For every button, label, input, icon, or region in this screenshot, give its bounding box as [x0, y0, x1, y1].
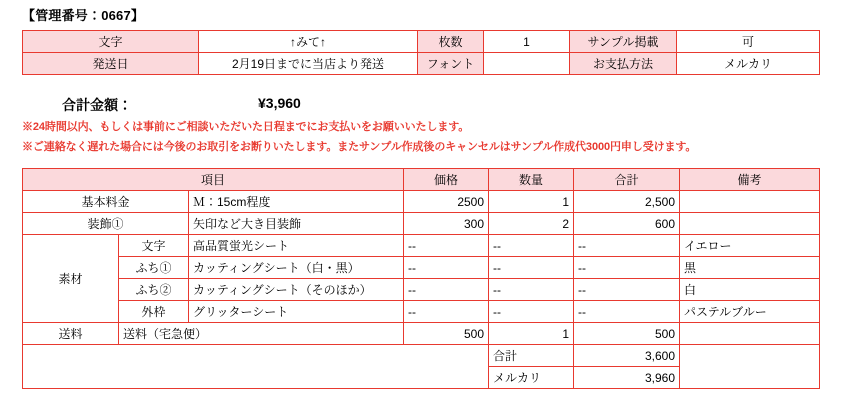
summary-value-total: 3,600 [574, 345, 680, 367]
table-row [23, 301, 820, 323]
summary-blank-1 [680, 345, 820, 367]
top-row2-value3: メルカリ [677, 53, 820, 75]
order-detail-table [22, 168, 820, 389]
row-label-decoration: 装飾① [23, 213, 189, 235]
row-subtotal-material-text: -- [574, 235, 680, 257]
detail-header-item: 項目 [23, 169, 404, 191]
table-row [23, 53, 820, 75]
row-note-material-text: イエロー [680, 235, 820, 257]
top-row1-label3: サンプル掲載 [570, 31, 677, 53]
row-subtotal-material-frame: -- [574, 301, 680, 323]
row-note-shipping [680, 323, 820, 345]
top-row1-value1: ↑みて↑ [199, 31, 418, 53]
row-price-material-frame: -- [404, 301, 489, 323]
top-row1-label2: 枚数 [418, 31, 484, 53]
row-sub-material-edge1: ふち① [119, 257, 189, 279]
top-row2-value1: 2月19日までに当店より発送 [199, 53, 418, 75]
summary-row [23, 345, 820, 367]
row-note-material-edge1: 黒 [680, 257, 820, 279]
detail-header-note: 備考 [680, 169, 820, 191]
summary-spacer-1 [23, 345, 489, 367]
row-note-base [680, 191, 820, 213]
detail-header-price: 価格 [404, 169, 489, 191]
row-qty-material-edge1: -- [489, 257, 574, 279]
summary-label-mercari: メルカリ [489, 367, 574, 389]
row-desc-material-edge2: カッティングシート（そのほか） [189, 279, 404, 301]
top-row1-label1: 文字 [23, 31, 199, 53]
row-subtotal-material-edge2: -- [574, 279, 680, 301]
row-price-material-edge2: -- [404, 279, 489, 301]
summary-spacer-2 [23, 367, 489, 389]
payment-note-1: ※24時間以内、もしくは事前にご相談いただいた日程までにお支払いをお願いいたします。 [22, 121, 470, 133]
total-amount-label: 合計金額： [62, 97, 132, 113]
row-desc-material-text: 高品質蛍光シート [189, 235, 404, 257]
top-row2-value2 [484, 53, 570, 75]
row-sub-material-text: 文字 [119, 235, 189, 257]
summary-value-mercari: 3,960 [574, 367, 680, 389]
row-subtotal-base: 2,500 [574, 191, 680, 213]
top-row1-value2: 1 [484, 31, 570, 53]
row-qty-base: 1 [489, 191, 574, 213]
row-qty-material-frame: -- [489, 301, 574, 323]
total-amount-value: ¥3,960 [258, 95, 301, 111]
row-note-material-edge2: 白 [680, 279, 820, 301]
order-summary-table [22, 30, 820, 75]
row-subtotal-material-edge1: -- [574, 257, 680, 279]
row-sub-material-edge2: ふち② [119, 279, 189, 301]
payment-note-2: ※ご連絡なく遅れた場合には今後のお取引をお断りいたします。またサンプル作成後のキャンセルはサンプル作成代3000円申し受けます。 [22, 141, 697, 153]
row-note-decoration [680, 213, 820, 235]
detail-header-qty: 数量 [489, 169, 574, 191]
row-sub-material-frame: 外枠 [119, 301, 189, 323]
row-qty-material-edge2: -- [489, 279, 574, 301]
row-price-decoration: 300 [404, 213, 489, 235]
row-desc-decoration: 矢印など大き目装飾 [189, 213, 404, 235]
row-note-material-frame: パステルブルー [680, 301, 820, 323]
row-desc-material-edge1: カッティングシート（白・黒） [189, 257, 404, 279]
row-qty-material-text: -- [489, 235, 574, 257]
row-qty-shipping: 1 [489, 323, 574, 345]
summary-label-total: 合計 [489, 345, 574, 367]
row-label-base: 基本料金 [23, 191, 189, 213]
row-label-material: 素材 [23, 235, 119, 323]
table-row [23, 323, 820, 345]
management-number: 【管理番号：0667】 [22, 8, 145, 23]
top-row2-label1: 発送日 [23, 53, 199, 75]
table-row [23, 235, 820, 257]
table-row [23, 279, 820, 301]
row-desc-material-frame: グリッターシート [189, 301, 404, 323]
summary-blank-2 [680, 367, 820, 389]
summary-row [23, 367, 820, 389]
table-row [23, 31, 820, 53]
top-row2-label3: お支払方法 [570, 53, 677, 75]
row-desc-shipping: 送料（宅急便） [119, 323, 404, 345]
row-desc-base: Ｍ：15cm程度 [189, 191, 404, 213]
detail-header-row [23, 169, 820, 191]
top-row1-value3: 可 [677, 31, 820, 53]
table-row [23, 257, 820, 279]
detail-header-subtotal: 合計 [574, 169, 680, 191]
row-label-shipping: 送料 [23, 323, 119, 345]
row-price-base: 2500 [404, 191, 489, 213]
row-price-shipping: 500 [404, 323, 489, 345]
row-subtotal-shipping: 500 [574, 323, 680, 345]
row-qty-decoration: 2 [489, 213, 574, 235]
top-row2-label2: フォント [418, 53, 484, 75]
table-row [23, 213, 820, 235]
row-price-material-text: -- [404, 235, 489, 257]
table-row [23, 191, 820, 213]
row-price-material-edge1: -- [404, 257, 489, 279]
row-subtotal-decoration: 600 [574, 213, 680, 235]
